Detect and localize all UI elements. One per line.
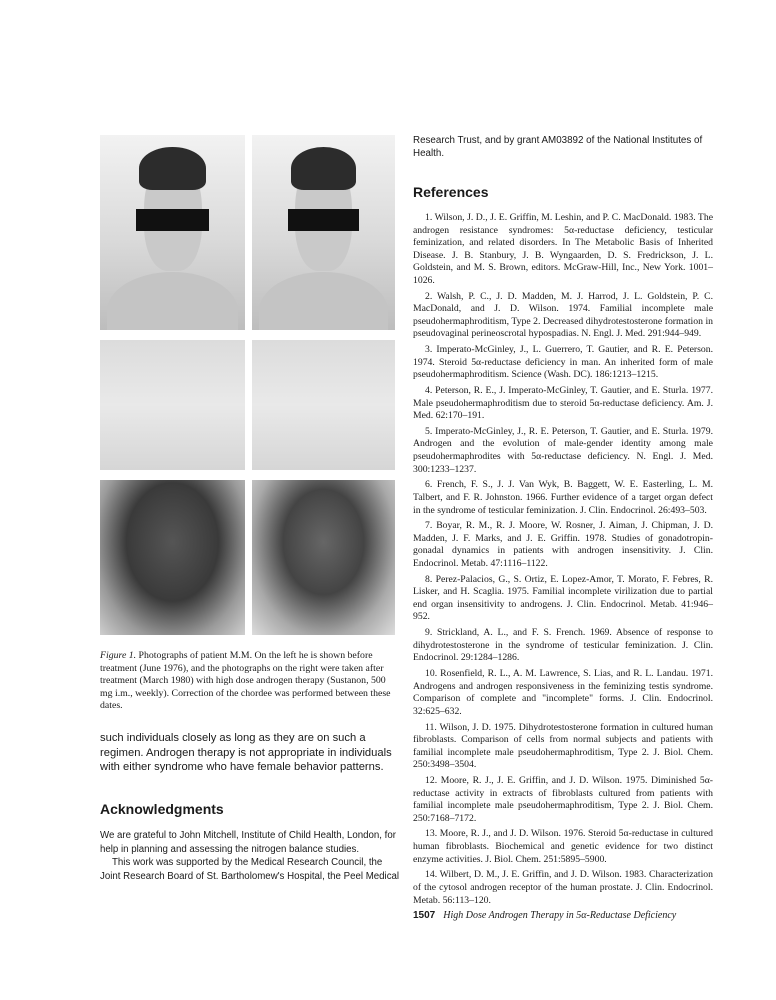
- photo-face-after: [252, 135, 395, 330]
- figure-caption-text: Photographs of patient M.M. On the left he is shown before treatment (June 1976), and the photographs on the right were taken after treatment (March 1980) with high dose androgen therapy (Sustanon, 500 mg i.m., weekly). Correction of the chordee was performed between these dates.: [100, 650, 391, 712]
- reference-item: 5. Imperato-McGinley, J., R. E. Peterson, T. Gautier, and E. Sturla. 1979. Androgen and the evolution of male-gender identity among male pseudohermaphrodites with 5α-reductase deficiency. N. Engl. J. Med. 300:1233–1237.: [413, 425, 713, 475]
- reference-item: 11. Wilson, J. D. 1975. Dihydrotestosterone formation in cultured human fibroblasts. Comparison of cells from normal subjects and patients with familial incomplete male pseudohermaphroditism, Type 2. J. Biol. Chem. 250:3498–3504.: [413, 721, 713, 771]
- figure-caption: [100, 650, 395, 713]
- reference-item: 9. Strickland, A. L., and F. S. French. 1969. Absence of response to dihydrotestosterone in the syndrome of testicular feminization. J. Clin. Endocrinol. 29:1284–1286.: [413, 627, 713, 664]
- running-title: High Dose Androgen Therapy in 5α-Reductase Deficiency: [443, 910, 677, 921]
- page-footer: [413, 910, 733, 921]
- ack-paragraph-1: We are grateful to John Mitchell, Institute of Child Health, London, for help in planning and assessing the nitrogen balance studies.: [100, 830, 396, 855]
- reference-item: 13. Moore, R. J., and J. D. Wilson. 1976. Steroid 5α-reductase in cultured human fibroblasts. Biochemical and genetic evidence for two distinct enzyme activities. J. Biol. Chem. 251:5895–5900.: [413, 828, 713, 865]
- photo-chest-after: [252, 340, 395, 470]
- photo-genital-before: [100, 480, 245, 635]
- ack-paragraph-2: This work was supported by the Medical Research Council, the Joint Research Board of St. Bartholomew's Hospital, the Peel Medical: [100, 857, 400, 882]
- right-column: [413, 134, 713, 906]
- left-column: [100, 135, 400, 882]
- reference-item: 7. Boyar, R. M., R. J. Moore, W. Rosner, J. Aiman, J. Chipman, J. D. Madden, J. F. Marks, and J. E. Griffin. 1978. Studies of gonadotropin-gonadal dynamics in patients with androgen insensitivity. J. Clin. Endocrinol. Metab. 47:1116–1122.: [413, 520, 713, 569]
- reference-item: 1. Wilson, J. D., J. E. Griffin, M. Leshin, and P. C. MacDonald. 1983. The androgen resistance syndromes: 5α-reductase deficiency, testicular feminization, and related disorders. In The Metabolic Basis of Inherited Disease. J. B. Stanbury, J. B. Wyngaarden, D. S. Fredrickson, J. L. Goldstein, and M. S. Brown, editors. McGraw-Hill, Inc., New York. 1001–1026.: [413, 212, 713, 286]
- reference-item: 12. Moore, R. J., J. E. Griffin, and J. D. Wilson. 1975. Diminished 5α-reductase activity in extracts of fibroblasts cultured from patients with familial incomplete male pseudohermaphroditism, Type 2. J. Biol. Chem. 250:7168–7172.: [413, 774, 713, 824]
- references-heading: References: [413, 184, 489, 200]
- body-continuation: such individuals closely as long as they are on such a regimen. Androgen therapy is not appropriate in individuals with either syndrome who have female behavior patterns.: [100, 732, 392, 774]
- figure-1: [100, 135, 395, 645]
- photo-face-before: [100, 135, 245, 330]
- figure-caption-label: Figure 1.: [100, 650, 137, 661]
- acknowledgments-text: [100, 829, 400, 883]
- reference-item: 10. Rosenfield, R. L., A. M. Lawrence, S. Lias, and R. L. Landau. 1971. Androgens and androgen responsiveness in the feminizing testis syndrome. Comparison of complete and "incomplete" forms. J. Clin. Endocrinol. 32:625–632.: [413, 668, 713, 717]
- reference-item: 3. Imperato-McGinley, J., L. Guerrero, T. Gautier, and R. E. Peterson. 1974. Steroid 5α-reductase deficiency in man. An inherited form of male pseudohermaphroditism. Science (Wash. DC). 186:1213–1215.: [413, 344, 713, 381]
- reference-list: [413, 212, 713, 910]
- reference-item: 4. Peterson, R. E., J. Imperato-McGinley, T. Gautier, and E. Sturla. 1977. Male pseudohermaphroditism due to steroid 5α-reductase deficiency. Am. J. Med. 62:170–191.: [413, 385, 713, 422]
- funding-continuation: Research Trust, and by grant AM03892 of the National Institutes of Health.: [413, 135, 703, 160]
- page-number: 1507: [413, 910, 436, 921]
- acknowledgments-heading: Acknowledgments: [100, 801, 224, 817]
- photo-genital-after: [252, 480, 395, 635]
- reference-item: 2. Walsh, P. C., J. D. Madden, M. J. Harrod, J. L. Goldstein, P. C. MacDonald, and J. D. Wilson. 1974. Familial incomplete male pseudohermaphroditism, Type 2. Decreased dihydrotestosterone formation in pseudovaginal perineoscrotal hypospadias. N. Engl. J. Med. 291:944–949.: [413, 290, 713, 340]
- photo-chest-before: [100, 340, 245, 470]
- eye-mask-bar: [288, 209, 360, 230]
- reference-item: 6. French, F. S., J. J. Van Wyk, B. Baggett, W. E. Easterling, L. M. Talbert, and F. R. Johnston. 1966. Further evidence of a target organ defect in the syndrome of testicular feminization. J. Clin. Endocrinol. 26:493–503.: [413, 479, 713, 516]
- eye-mask-bar: [136, 209, 209, 230]
- reference-item: 14. Wilbert, D. M., J. E. Griffin, and J. D. Wilson. 1983. Characterization of the cytosol androgen receptor of the human prostate. J. Clin. Endocrinol. Metab. 56:113–120.: [413, 869, 713, 906]
- reference-item: 8. Perez-Palacios, G., S. Ortiz, E. Lopez-Amor, T. Morato, F. Febres, R. Lisker, and H. Scaglia. 1975. Familial incomplete virilization due to partial end organ insensitivity to androgens. J. Clin. Endocrinol. Metab. 41:946–952.: [413, 573, 713, 623]
